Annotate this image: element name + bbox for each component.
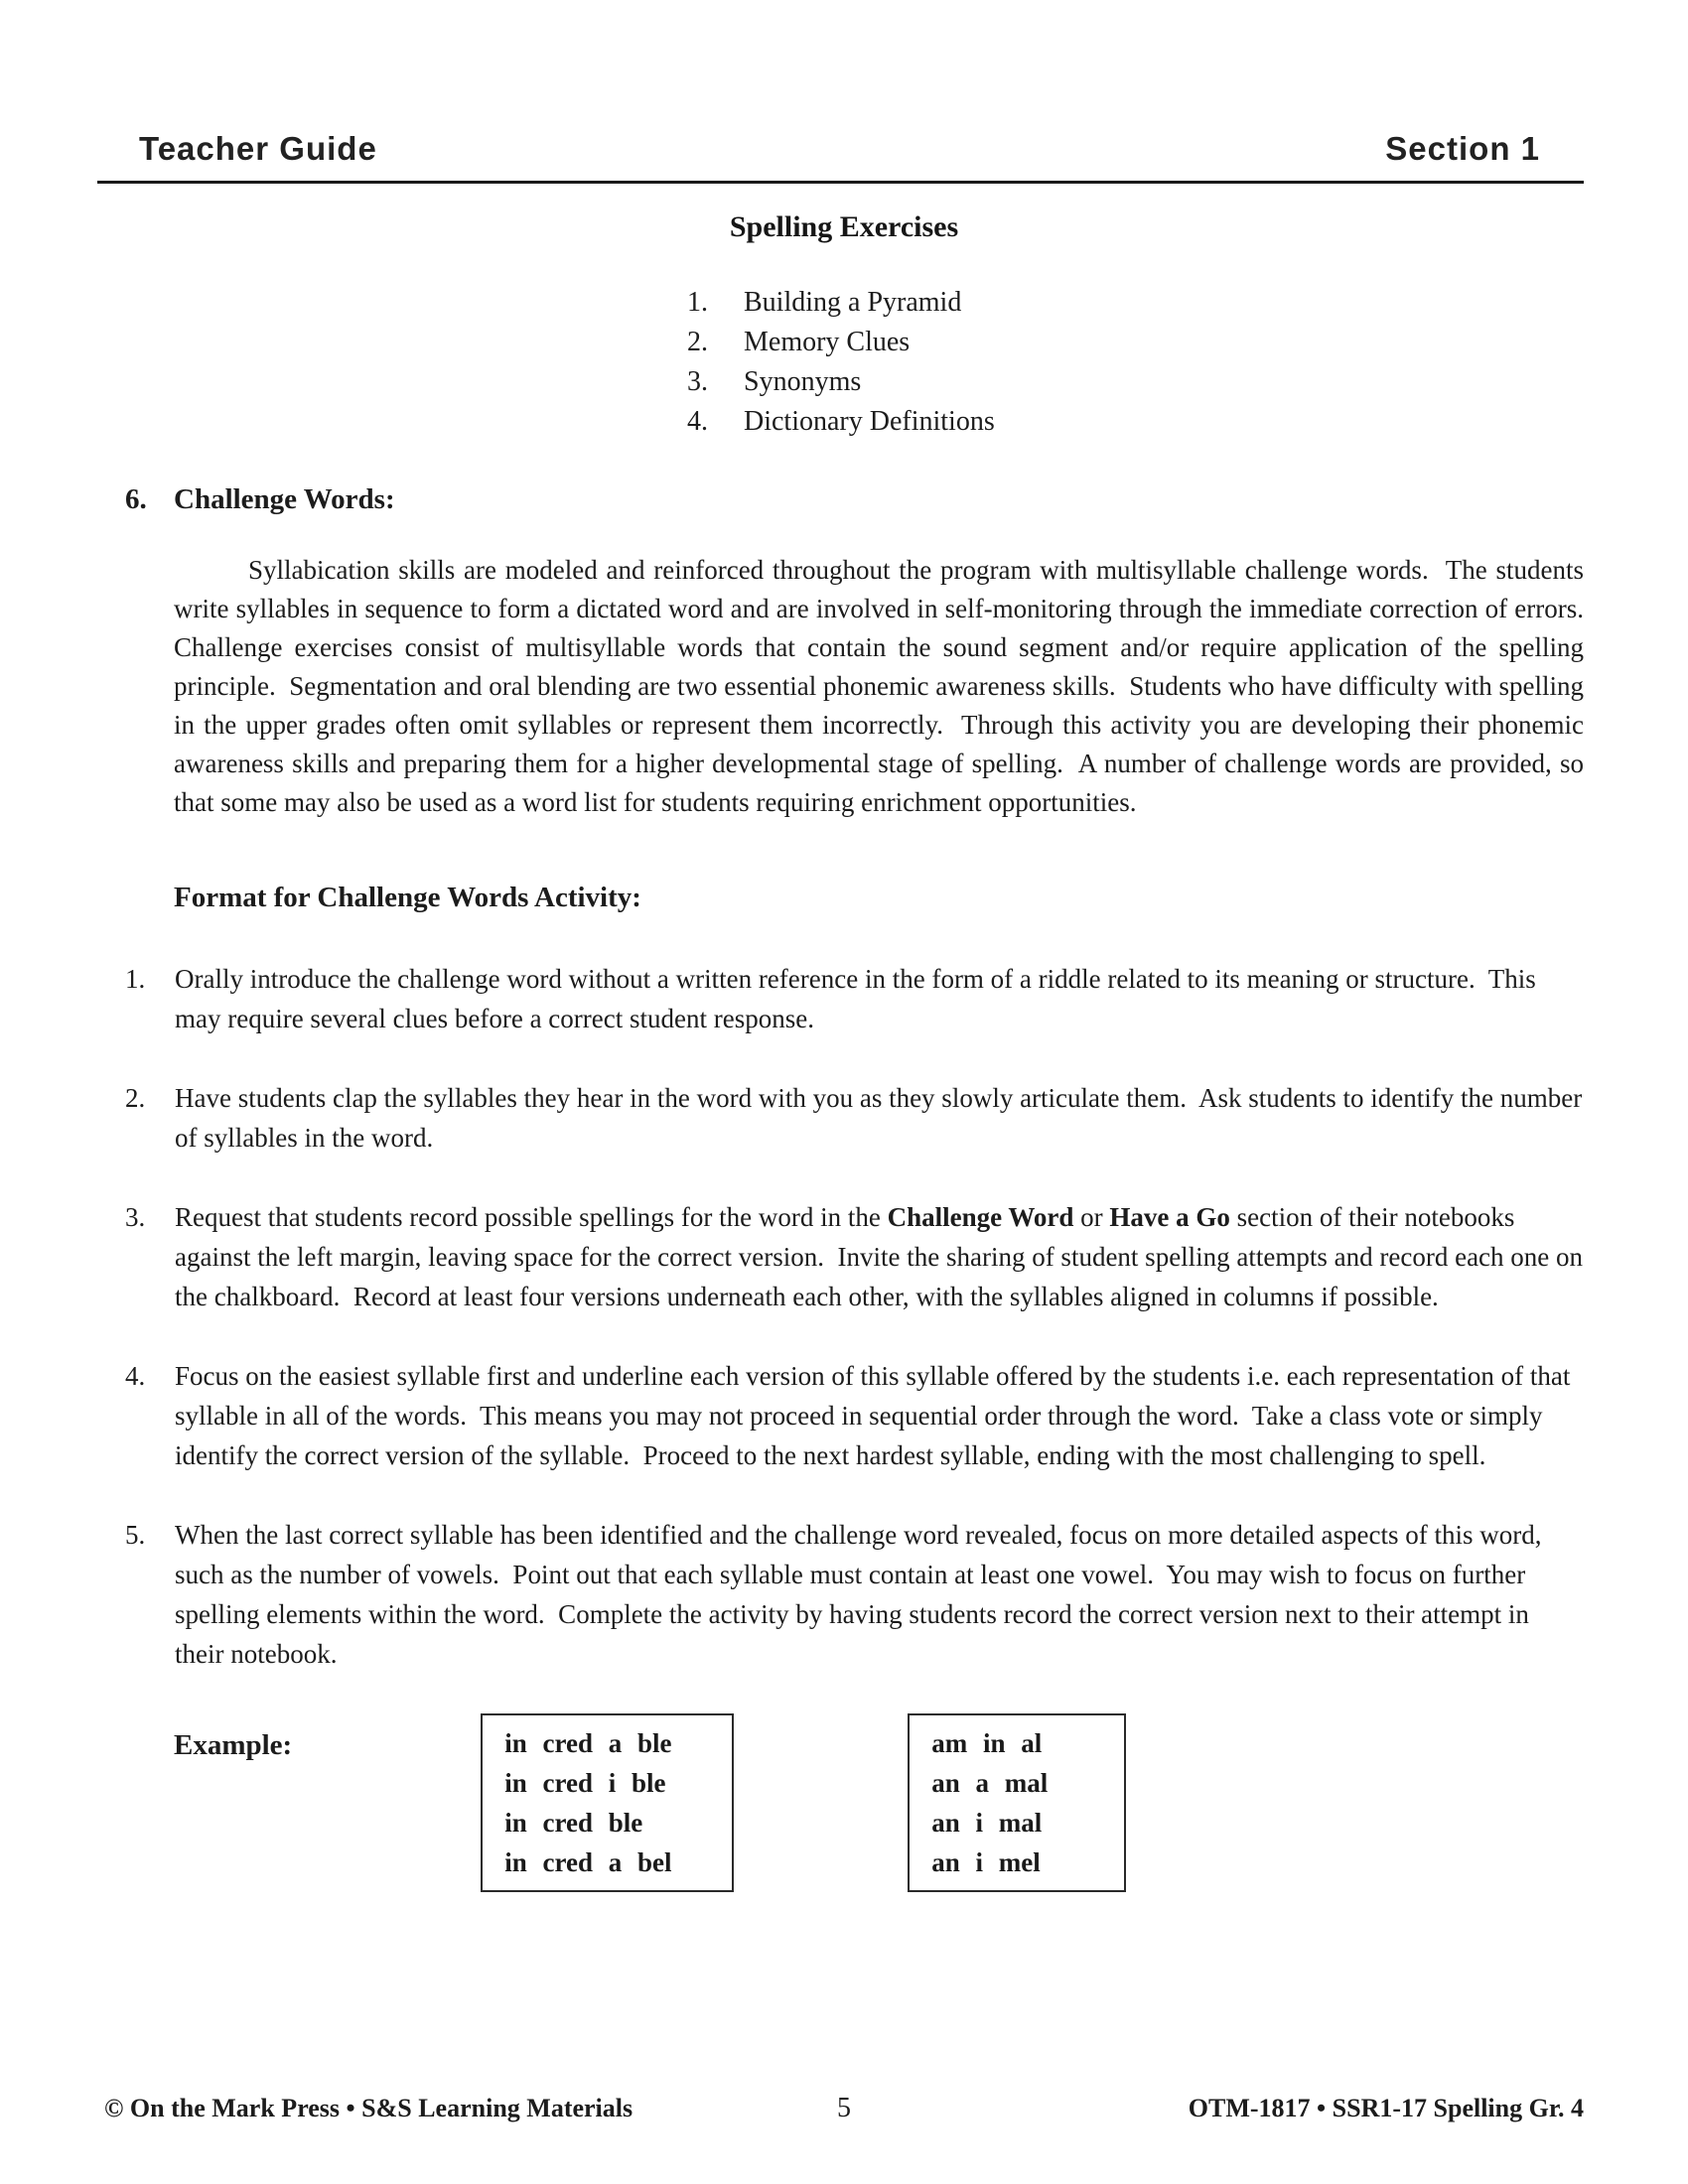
section-heading	[125, 479, 1584, 519]
list-item-label: Dictionary Definitions	[744, 406, 995, 437]
section-title: Challenge Words:	[174, 483, 395, 515]
page-header	[97, 129, 1584, 184]
header-left-title: Teacher Guide	[139, 130, 377, 167]
example-label: Example:	[174, 1729, 293, 1761]
page-footer	[104, 2093, 1584, 2124]
list-item-label: Memory Clues	[744, 327, 911, 357]
bold-term-have-a-go: Have a Go	[1109, 1202, 1230, 1232]
spelling-attempt: an a mal	[931, 1768, 1049, 1798]
section-number: 6.	[125, 483, 147, 515]
exercise-list	[687, 283, 1688, 442]
spelling-attempt: in cred i ble	[504, 1768, 666, 1798]
step-item	[125, 1197, 1590, 1316]
step-item	[125, 1356, 1584, 1475]
example-box-animal	[908, 1713, 1126, 1892]
format-activity-heading: Format for Challenge Words Activity:	[174, 882, 641, 913]
list-item-number: 4.	[687, 406, 708, 437]
step-text-part: Request that students record possible spellings for the word in the	[175, 1202, 888, 1232]
list-item	[687, 402, 1688, 442]
step-text	[175, 1197, 1590, 1316]
step-number: 5.	[125, 1520, 146, 1550]
bold-term-challenge-word: Challenge Word	[887, 1202, 1074, 1232]
steps-list	[0, 959, 1688, 1674]
page-number: 5	[837, 2093, 851, 2123]
step-number: 1.	[125, 964, 146, 994]
step-text-part: or	[1073, 1202, 1110, 1232]
list-item-number: 3.	[687, 366, 708, 397]
list-item-number: 1.	[687, 287, 708, 318]
list-item	[687, 283, 1688, 323]
spelling-attempt: in cred a bel	[504, 1847, 672, 1877]
footer-copyright: © On the Mark Press • S&S Learning Materials	[104, 2094, 633, 2122]
step-item	[125, 1078, 1589, 1158]
step-item	[125, 1515, 1584, 1674]
step-text-part: section of their notebooks against the left margin, leaving space for the correct version. Invite the sharing of student spelling attempts and record each one on the chalkboard. Record at least four versions underneath each other, with the syllables aligned in columns if possible.	[175, 1202, 1590, 1311]
spelling-attempt: an i mal	[931, 1808, 1043, 1838]
spelling-attempt: an i mel	[931, 1847, 1041, 1877]
section-paragraph: Syllabication skills are modeled and reinforced throughout the program with multisyllable challenge words. The students write syllables in sequence to form a dictated word and are involved in self-monitoring through the immediate correction of errors. Challenge exercises consist of multisyllable words that contain the sound segment and/or require application of the spelling principle. Segmentation and oral blending are two essential phonemic awareness skills. Students who have difficulty with spelling in the upper grades often omit syllables or represent them incorrectly. Through this activity you are developing their phonemic awareness skills and preparing them for a higher developmental stage of spelling. A number of challenge words are provided, so that some may also be used as a word list for students requiring enrichment opportunities.	[174, 555, 1598, 817]
footer-product-code: OTM-1817 • SSR1-17 Spelling Gr. 4	[1188, 2094, 1584, 2122]
step-text: When the last correct syllable has been identified and the challenge word revealed, focus on more detailed aspects of this word, such as the number of vowels. Point out that each syllable must contain at least one vowel. You may wish to focus on further spelling elements within the word. Complete the activity by having students record the correct version next to their attempt in their notebook.	[175, 1520, 1549, 1669]
example-box-incredible	[481, 1713, 734, 1892]
step-number: 2.	[125, 1083, 146, 1113]
spelling-attempt: in cred ble	[504, 1808, 643, 1838]
page-title: Spelling Exercises	[729, 210, 959, 243]
list-item-label: Building a Pyramid	[744, 287, 962, 318]
list-item-number: 2.	[687, 327, 708, 357]
step-number: 3.	[125, 1202, 146, 1232]
spelling-attempt: am in al	[931, 1728, 1043, 1758]
example-section	[174, 1713, 1584, 1892]
spelling-attempt: in cred a ble	[504, 1728, 672, 1758]
list-item	[687, 323, 1688, 362]
header-right-section: Section 1	[1385, 130, 1540, 167]
step-item	[125, 959, 1584, 1038]
step-number: 4.	[125, 1361, 146, 1391]
list-item-label: Synonyms	[744, 366, 862, 397]
step-text: Have students clap the syllables they hear in the word with you as they slowly articulate them. Ask students to identify the number of syllables in the word.	[175, 1083, 1589, 1153]
list-item	[687, 362, 1688, 402]
step-text: Orally introduce the challenge word without a written reference in the form of a riddle related to its meaning or structure. This may require several clues before a correct student response.	[175, 964, 1543, 1033]
step-text: Focus on the easiest syllable first and underline each version of this syllable offered by the students i.e. each representation of that syllable in all of the words. This means you may not proceed in sequential order through the word. Take a class vote or simply identify the correct version of the syllable. Proceed to the next hardest syllable, ending with the most challenging to spell.	[175, 1361, 1578, 1470]
